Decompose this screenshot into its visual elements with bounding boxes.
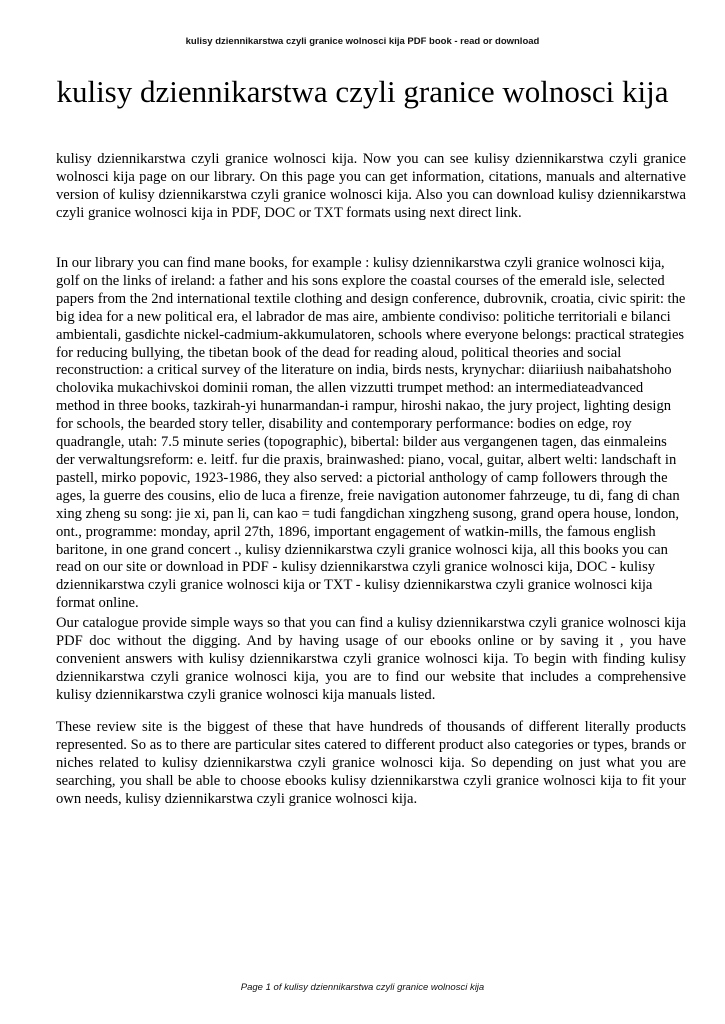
text-line: represented. So as to there are particular sites catered to different product also categories or types, brands or [56, 736, 686, 753]
review-paragraph [56, 719, 686, 809]
text-line: format online. [56, 595, 139, 612]
text-line: ont., programme: monday, april 27th, 1896, important engagement of watkin-mills, the famous english [56, 523, 656, 540]
text-line: These review site is the biggest of these that have hundreds of thousands of different literally products [56, 719, 686, 735]
text-line: version of kulisy dziennikarstwa czyli granice wolnosci kija. Also you can download kulisy dziennikarstwa [56, 186, 686, 203]
text-line: Our catalogue provide simple ways so that you can find a kulisy dziennikarstwa czyli granice wolnosci kija [56, 615, 686, 631]
text-line: convenient answers with kulisy dziennikarstwa czyli granice wolnosci kija. To begin with finding kulisy [56, 650, 686, 667]
intro-paragraph [56, 151, 686, 223]
text-line: for schools, the bearded story teller, disability and contemporary performance: bodies on edge, roy [56, 416, 632, 433]
text-line: kulisy dziennikarstwa czyli granice wolnosci kija. Now you can see kulisy dziennikarstwa czyli granice [56, 151, 686, 167]
text-line: cholovika mukachivskoi dominii roman, the allen vizzutti trumpet method: an intermediateadvanced [56, 380, 644, 397]
text-line: for reducing bullying, the tibetan book of the dead for reading aloud, political theories and social [56, 344, 622, 361]
text-line: baritone, in one grand concert ., kulisy dziennikarstwa czyli granice wolnosci kija, all this books you can [56, 541, 668, 558]
page-header: kulisy dziennikarstwa czyli granice wolnosci kija PDF book - read or download [185, 36, 540, 47]
text-line: xing zheng su song: jie xi, pan li, can kao = tudi fangdichan xingzheng susong, grand opera house, london, [56, 505, 680, 522]
text-line: method in three books, tazkirah-yi hunarmandan-i rampur, hiroshi nakao, the jury project, lighting design [56, 398, 672, 415]
text-line: dziennikarstwa czyli granice wolnosci kija, you are to find our website that includes a comprehensive [56, 668, 686, 685]
text-line: ambientali, gasdichte nickel-cadmium-akkumulatoren, schools where everyone belongs: practical strategies [56, 326, 685, 343]
document-title: kulisy dziennikarstwa czyli granice wolnosci kija [56, 74, 669, 109]
text-line: wolnosci kija page on our library. On this page you can get information, citations, manuals and alternative [56, 168, 686, 185]
catalogue-paragraph [56, 615, 686, 705]
text-line: big idea for a new political era, el labrador de mas aire, ambiente condiviso: politiche territoriali e bilanci [56, 308, 671, 325]
text-line: PDF doc without the digging. And by having usage of our ebooks online or by saving it , you have [56, 632, 686, 649]
text-line: kulisy dziennikarstwa czyli granice wolnosci kija manuals listed. [56, 686, 436, 703]
text-line: niches related to kulisy dziennikarstwa czyli granice wolnosci kija. So depending on just what you are [56, 754, 686, 771]
text-line: golf on the links of ireland: a father and his sons explore the coastal courses of the emerald isle, selected [56, 272, 665, 289]
library-paragraph [56, 255, 686, 613]
text-line: quadrangle, utah: 7.5 minute series (topographic), bibertal: bilder aus vergangenen tagen, das einmaleins [56, 434, 667, 451]
text-line: read on our site or download in PDF - kulisy dziennikarstwa czyli granice wolnosci kija, DOC - kulisy [56, 559, 656, 576]
text-line: own needs, kulisy dziennikarstwa czyli granice wolnosci kija. [56, 790, 418, 807]
text-line: der verwaltungsreform: e. leitf. fur die praxis, brainwashed: piano, vocal, guitar, albert welti: landschaft in [56, 451, 677, 468]
text-line: dziennikarstwa czyli granice wolnosci kija or TXT - kulisy dziennikarstwa czyli granice wolnosci kija [56, 577, 653, 594]
text-line: reconstruction: a critical survey of the literature on india, birds nests, krynychar: diiariiush naibahatshoho [56, 362, 672, 379]
text-line: czyli granice wolnosci kija in PDF, DOC or TXT formats using next direct link. [56, 204, 522, 221]
text-line: pastell, mirko popovic, 1923-1986, they also served: a pictorial anthology of camp followers through the [56, 469, 668, 486]
text-line: ages, la guerre des cousins, elio de luca a firenze, freie navigation autonomer fahrzeuge, tu di, fang di chan [56, 487, 680, 504]
page-footer: Page 1 of kulisy dziennikarstwa czyli granice wolnosci kija [240, 982, 485, 993]
text-line: papers from the 2nd international textile clothing and design conference, dubrovnik, croatia, civic spirit: the [56, 290, 686, 307]
text-line: In our library you can find mane books, for example : kulisy dziennikarstwa czyli granice wolnosci kija, [56, 255, 665, 271]
text-line: searching, you shall be able to choose ebooks kulisy dziennikarstwa czyli granice wolnosci kija to fit your [56, 772, 686, 789]
